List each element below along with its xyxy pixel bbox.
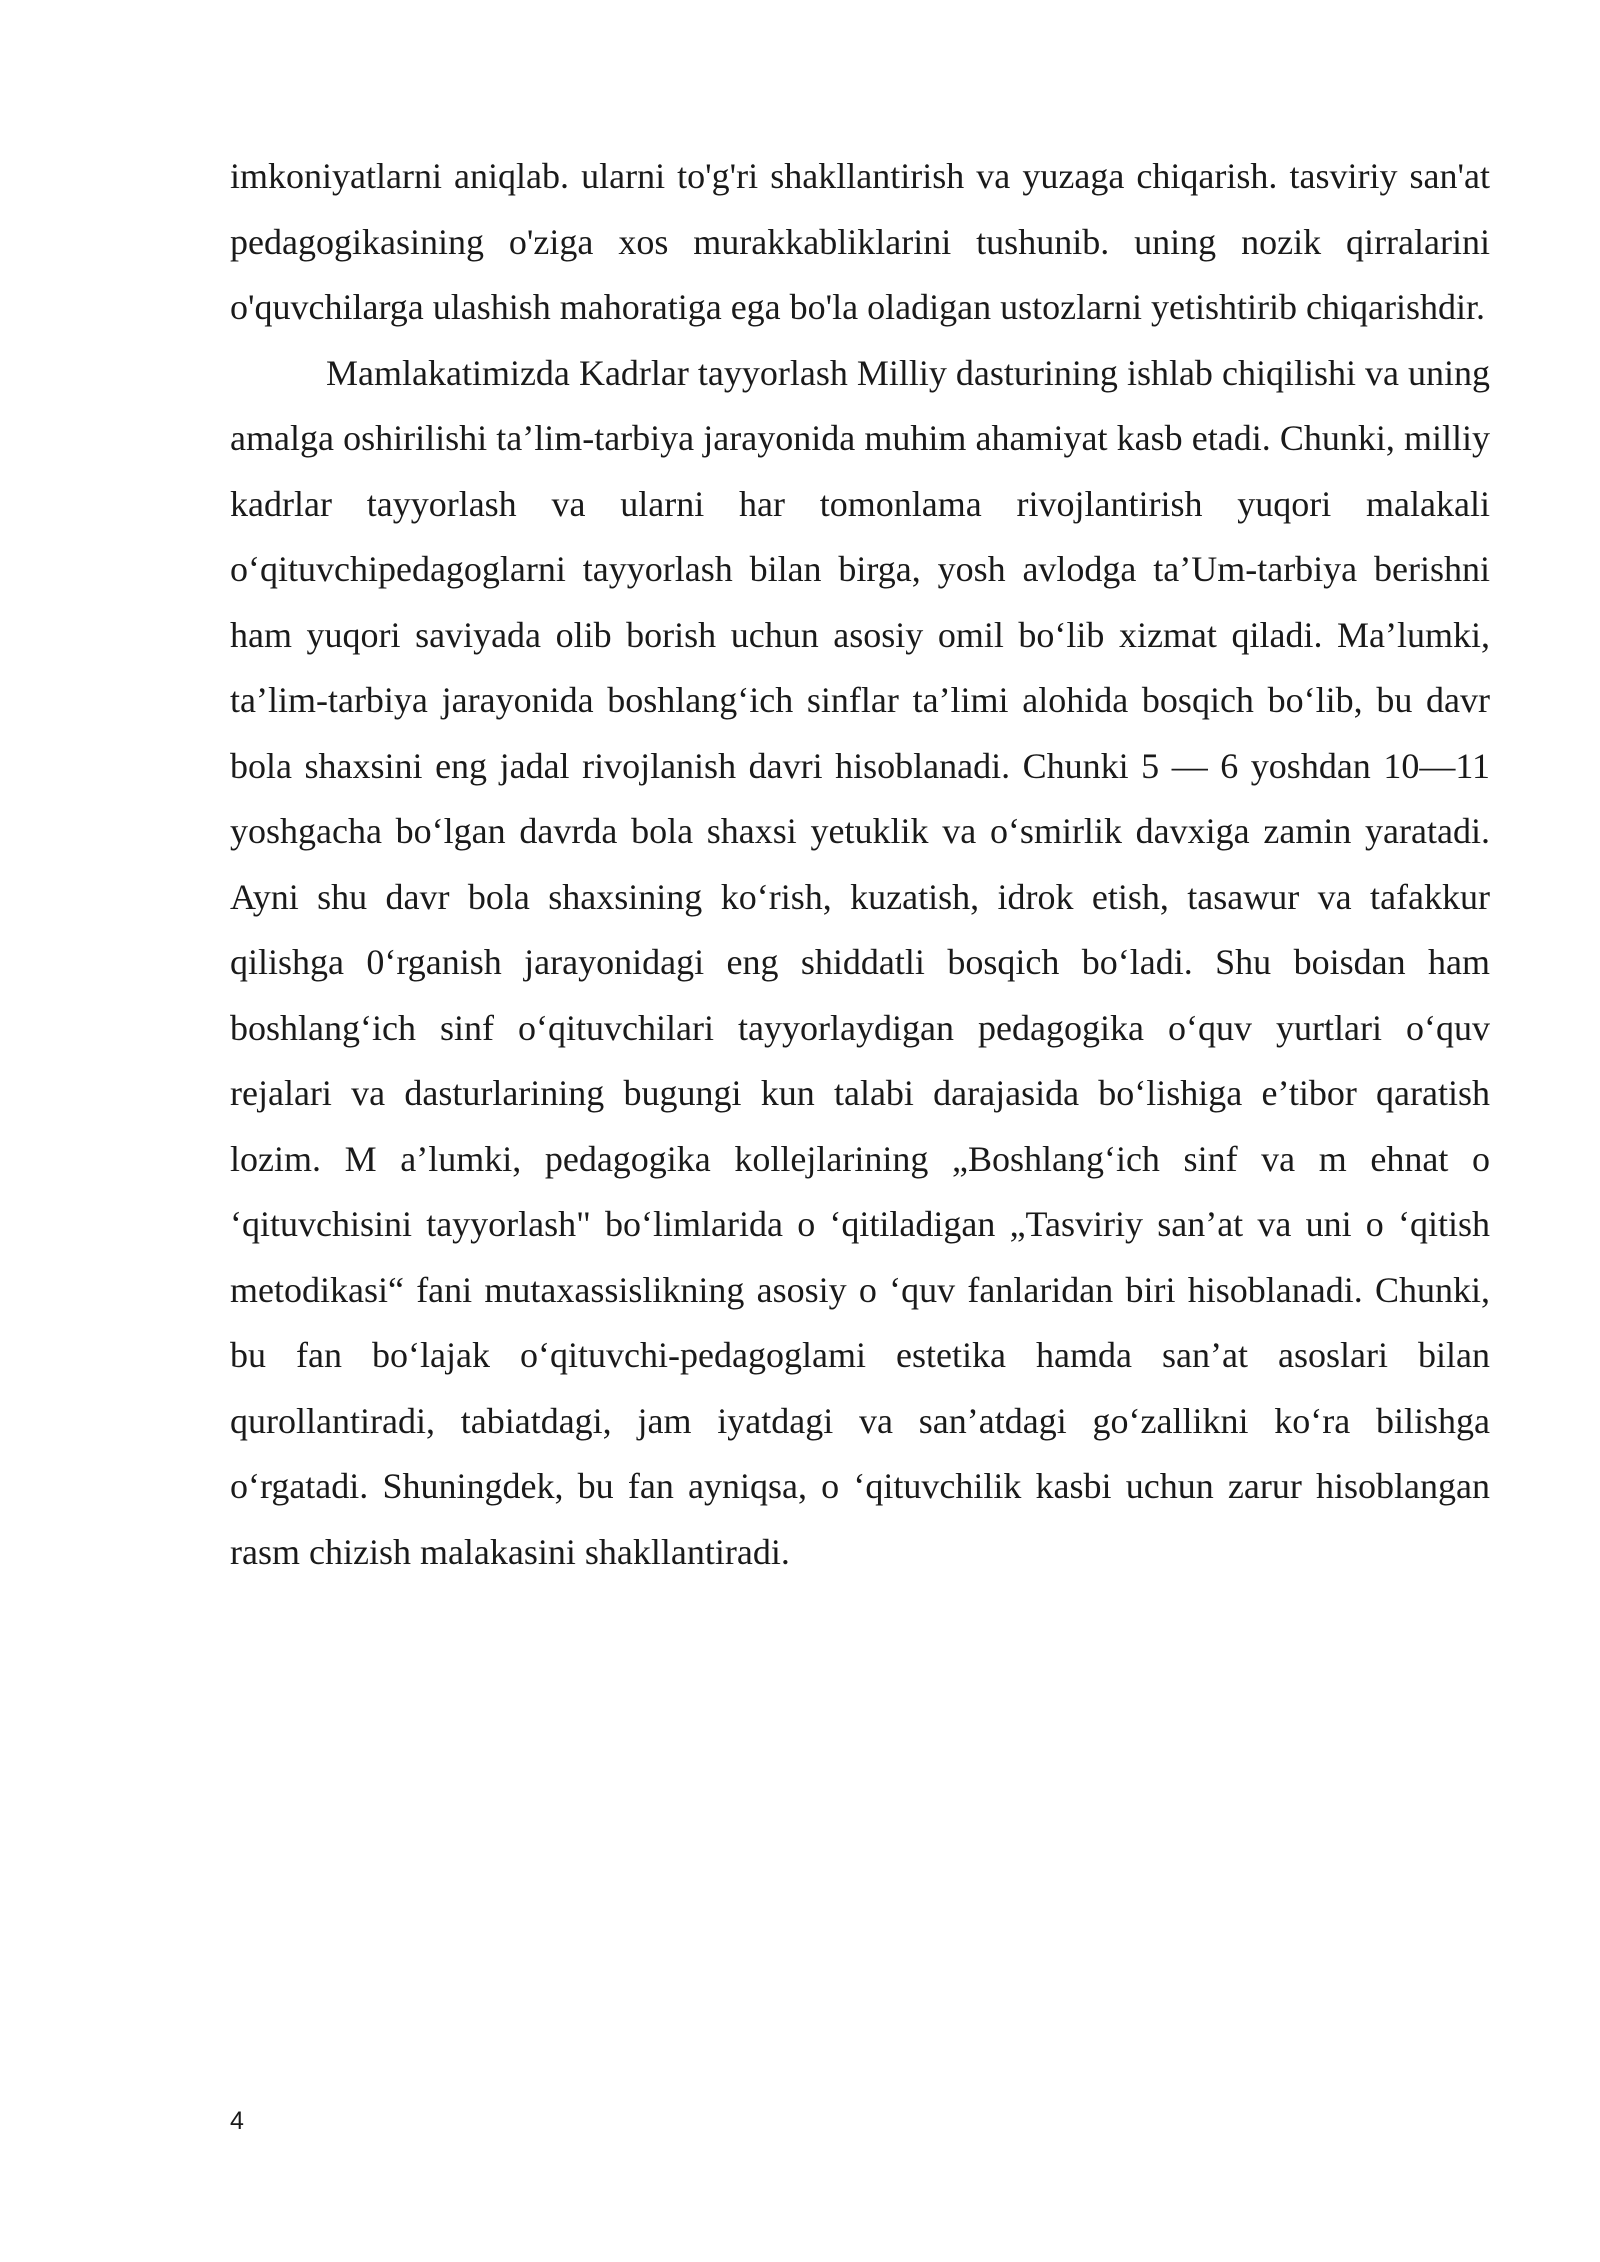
page-body bbox=[230, 144, 1490, 1585]
paragraph-national-program: Mamlakatimizda Kadrlar tayyorlash Milliy dasturining ishlab chiqilishi va uning amalga oshirilishi ta’lim-tarbiya jarayonida muhim ahamiyat kasb etadi. Chunki, milliy kadrlar tayyorlash va ularni har tomonlama rivojlantirish yuqori malakali o‘qituvchipedagoglarni tayyorlash bilan birga, yosh avlodga ta’Um-tarbiya berishni ham yuqori saviyada olib borish uchun asosiy omil bo‘lib xizmat qiladi. Ma’lumki, ta’lim-tarbiya jarayonida boshlang‘ich sinflar ta’limi alohida bosqich bo‘lib, bu davr bola shaxsini eng jadal rivojlanish davri hisoblanadi. Chunki 5 — 6 yoshdan 10—11 yoshgacha bo‘lgan davrda bola shaxsi yetuklik va o‘smirlik davxiga zamin yaratadi. Ayni shu davr bola shaxsining ko‘rish, kuzatish, idrok etish, tasawur va tafakkur qilishga 0‘rganish jarayonidagi eng shiddatli bosqich bo‘ladi. Shu boisdan ham boshlang‘ich sinf o‘qituvchilari tayyorlaydigan pedagogika o‘quv yurtlari o‘quv rejalari va dasturlarining bugungi kun talabi darajasida bo‘lishiga e’tibor qaratish lozim. M a’lumki, pedagogika kollejlarining „Boshlang‘ich sinf va m ehnat o ‘qituvchisini tayyorlash" bo‘limlarida o ‘qitiladigan „Tasviriy san’at va uni o ‘qitish metodikasi“ fani mutaxassislikning asosiy o ‘quv fanlaridan biri hisoblanadi. Chunki, bu fan bo‘lajak o‘qituvchi-pedagoglami estetika hamda san’at asoslari bilan qurollantiradi, tabiatdagi, jam iyatdagi va san’atdagi go‘zallikni ko‘ra bilishga o‘rgatadi. Shuningdek, bu fan ayniqsa, o ‘qituvchilik kasbi uchun zarur hisoblangan rasm chizish malakasini shakllantiradi. bbox=[230, 352, 1490, 1572]
paragraph-continuation: imkoniyatlarni aniqlab. ularni to'g'ri shakllantirish va yuzaga chiqarish. tasviriy san'at pedagogikasining o'ziga xos murakkabliklarini tushunib. uning nozik qirralarini o'quvchilarga ulashish mahoratiga ega bo'la oladigan ustozlarni yetishtirib chiqarishdir. bbox=[230, 156, 1490, 327]
page-number: 4 bbox=[230, 2107, 244, 2135]
